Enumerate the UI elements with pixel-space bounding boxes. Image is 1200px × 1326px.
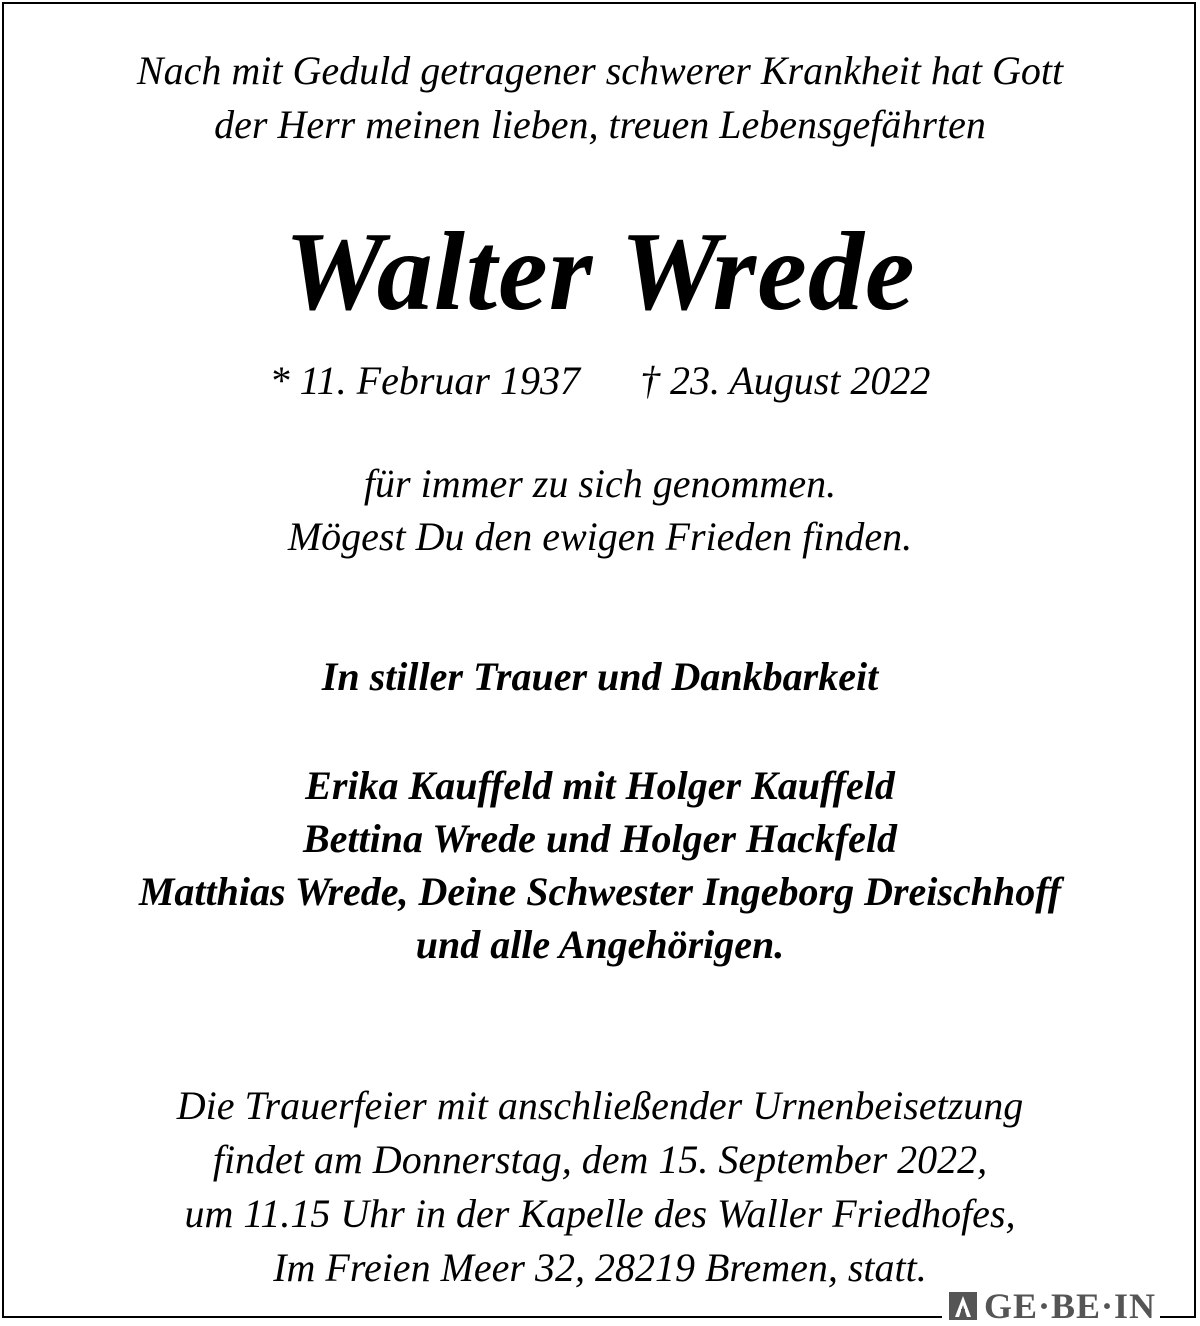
mourning-line: In stiller Trauer und Dankbarkeit xyxy=(321,654,879,699)
intro-line-1: Nach mit Geduld getragener schwerer Krankheit hat Gott xyxy=(136,48,1064,93)
birth-date: * 11. Februar 1937 xyxy=(269,358,580,403)
deceased-name: Walter Wrede xyxy=(284,210,916,334)
service-line-3: um 11.15 Uhr in der Kapelle des Waller Friedhofes, xyxy=(184,1191,1016,1236)
intro-line-2: der Herr meinen lieben, treuen Lebensgefährten xyxy=(214,102,986,147)
service-line-2: findet am Donnerstag, dem 15. September 2022, xyxy=(212,1137,988,1182)
service-line-4: Im Freien Meer 32, 28219 Bremen, statt. xyxy=(273,1245,927,1290)
gebein-logo-icon xyxy=(948,1291,978,1321)
family-line-1: Erika Kauffeld mit Holger Kauffeld xyxy=(305,763,895,808)
family-line-3: Matthias Wrede, Deine Schwester Ingeborg Dreischhoff xyxy=(138,869,1062,914)
family-line-4: und alle Angehörigen. xyxy=(415,922,785,967)
gebein-logo-text: GE·BE·IN xyxy=(983,1286,1156,1326)
death-date: † 23. August 2022 xyxy=(639,358,931,403)
gebein-logo xyxy=(942,1287,1160,1325)
verse-line-1: für immer zu sich genommen. xyxy=(363,461,837,506)
family-line-2: Bettina Wrede und Holger Hackfeld xyxy=(302,816,898,861)
service-line-1: Die Trauerfeier mit anschließender Urnenbeisetzung xyxy=(176,1083,1024,1128)
life-dates xyxy=(0,356,1200,406)
verse-line-2: Mögest Du den ewigen Frieden finden. xyxy=(287,514,913,559)
